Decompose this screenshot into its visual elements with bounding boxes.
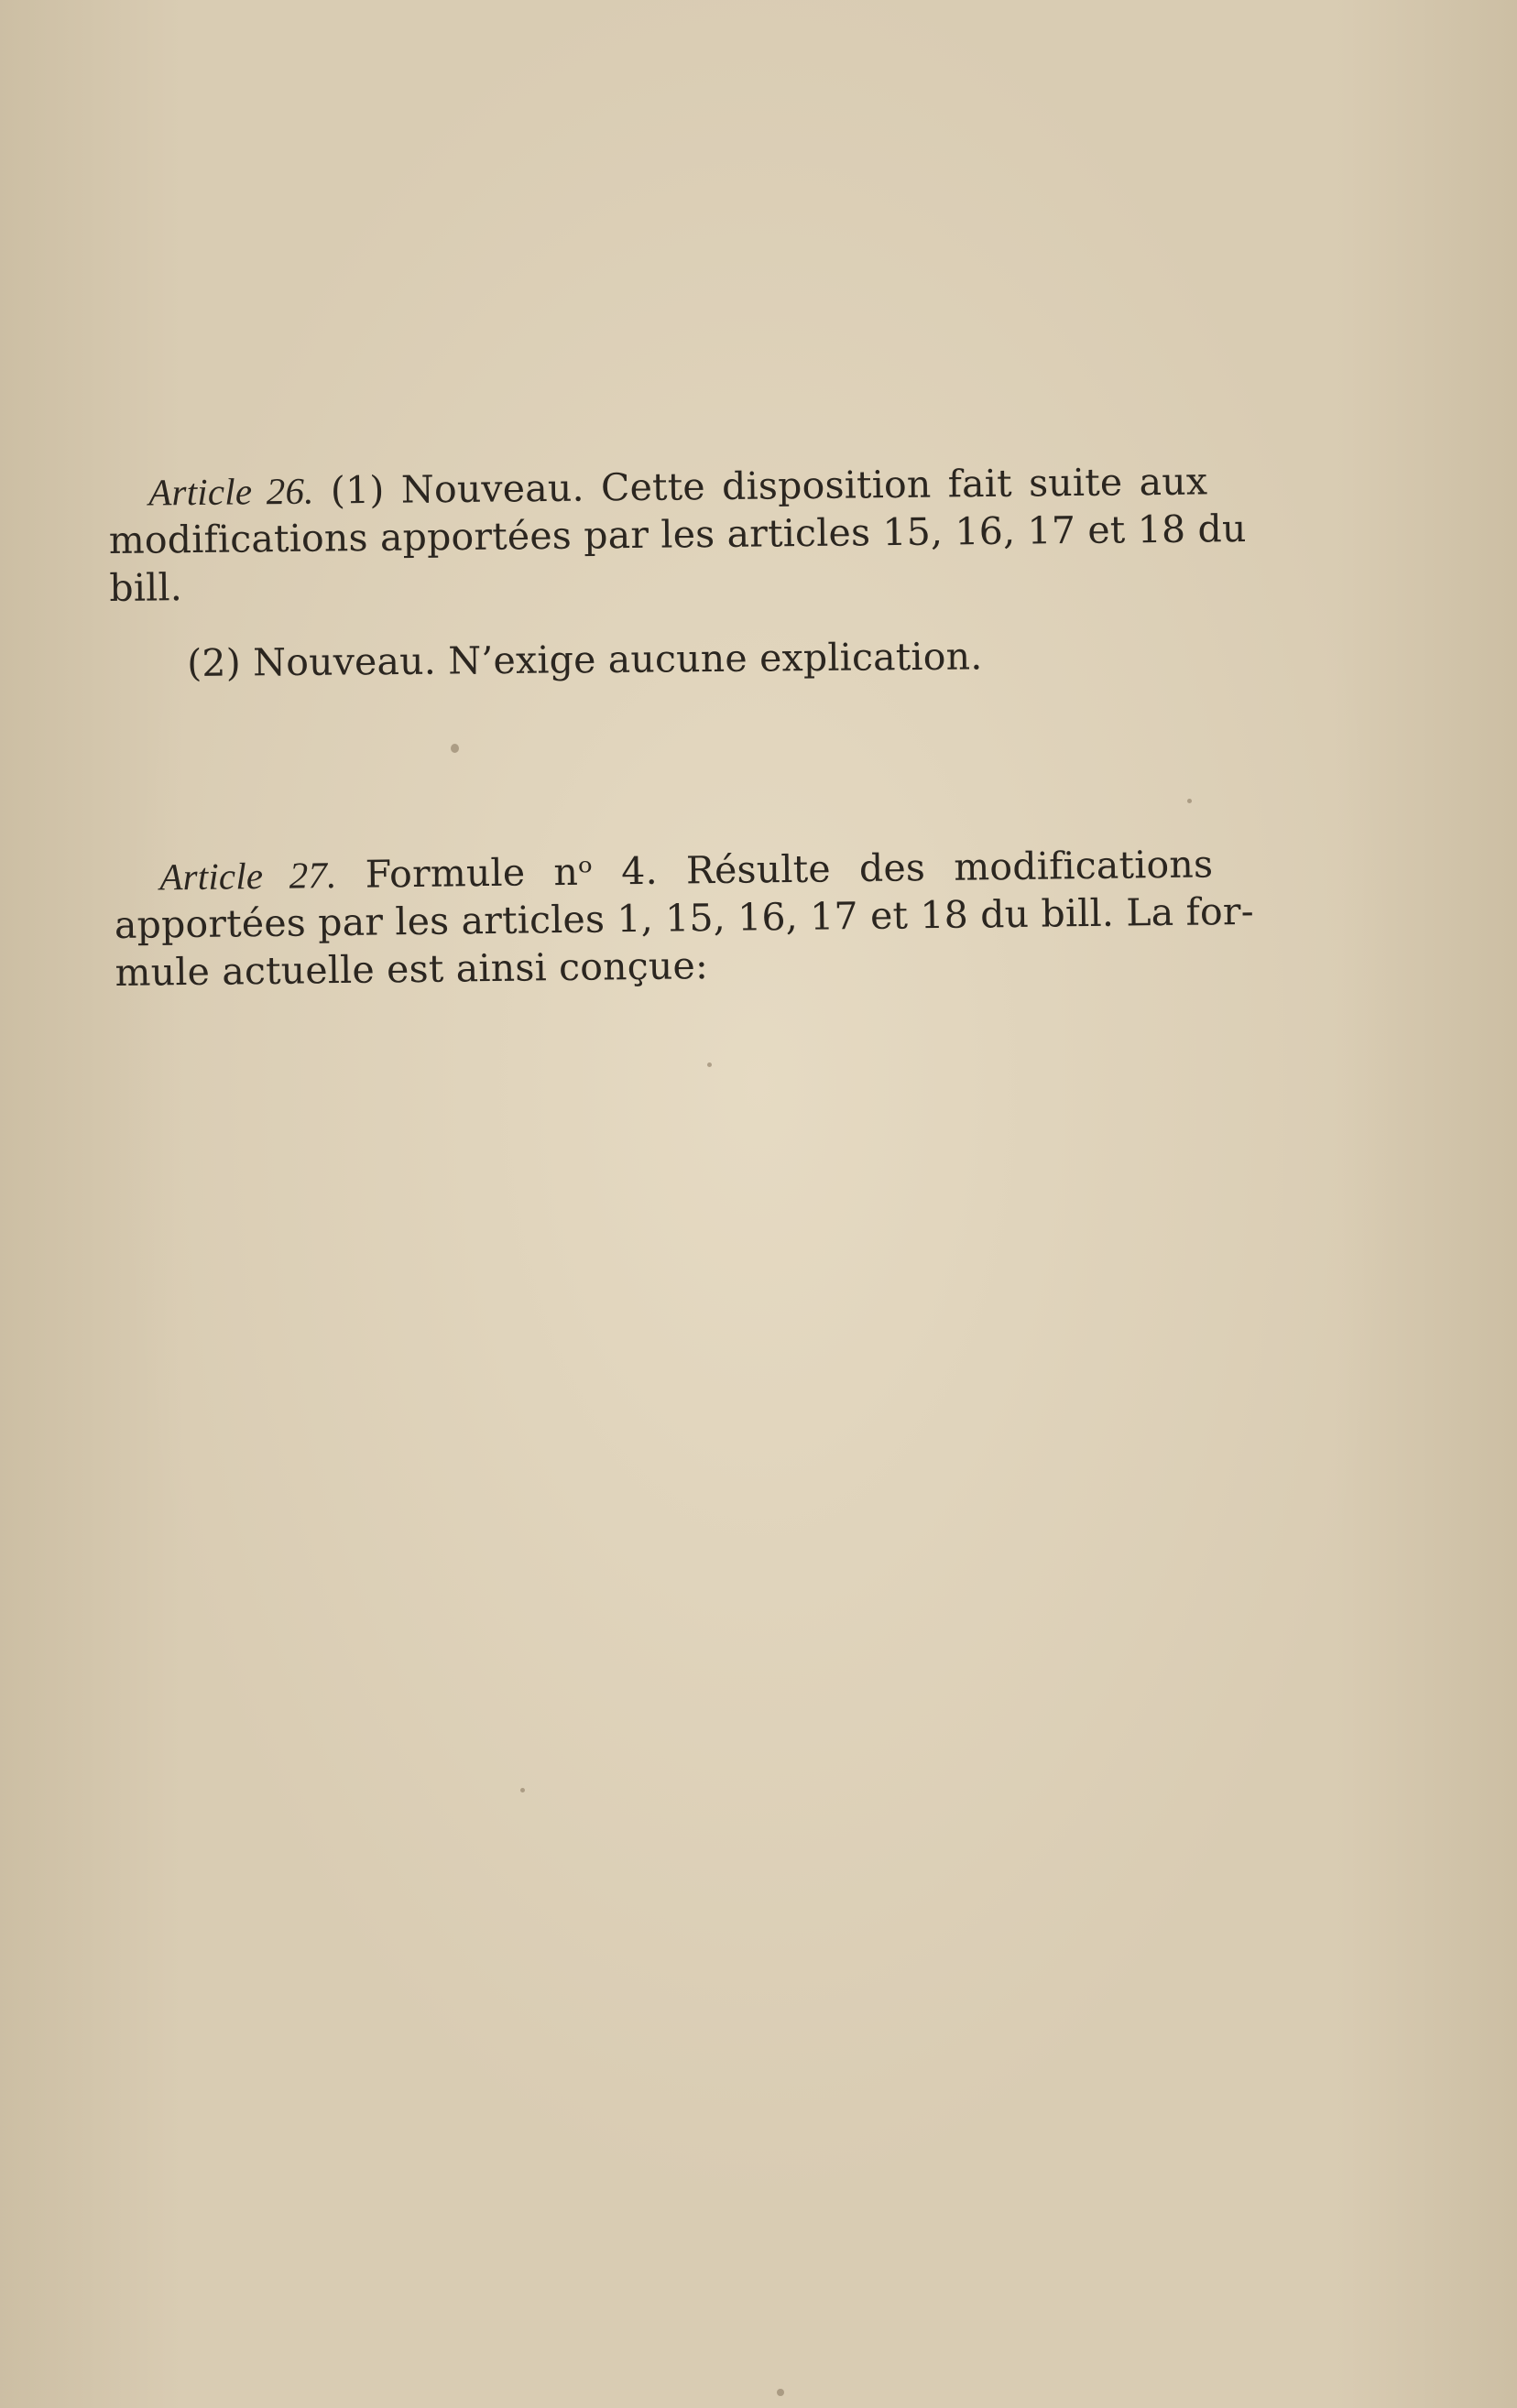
article-27-line-3: mule actuelle est ainsi conçue: bbox=[115, 943, 709, 995]
article-26-subparagraph-2 bbox=[187, 632, 983, 687]
paper-speck bbox=[1187, 799, 1192, 803]
article-26-sub-line: (2) Nouveau. N’exige aucune explication. bbox=[187, 634, 983, 685]
paper-speck bbox=[707, 1062, 712, 1067]
article-26-line-2: modifications apportées par les articles 15, 16, 17 et 18 du bbox=[108, 506, 1247, 562]
article-26-line-1-text: (1) Nouveau. Cette disposition fait suite aux bbox=[330, 459, 1208, 513]
article-27-line-2: apportées par les articles 1, 15, 16, 17 et 18 du bill. La for- bbox=[114, 888, 1255, 947]
article-26-line-3: bill. bbox=[109, 565, 183, 610]
article-26-label: Article 26. bbox=[148, 469, 314, 514]
article-27-label: Article 27. bbox=[159, 854, 337, 899]
article-27-line-1-text: Formule nᵒ 4. Résulte des modifications bbox=[365, 842, 1214, 897]
article-27-paragraph bbox=[114, 840, 1255, 997]
paper-speck bbox=[777, 2389, 784, 2396]
paper-speck bbox=[520, 1788, 525, 1792]
paper-speck bbox=[451, 744, 459, 753]
article-26-paragraph bbox=[108, 457, 1247, 612]
